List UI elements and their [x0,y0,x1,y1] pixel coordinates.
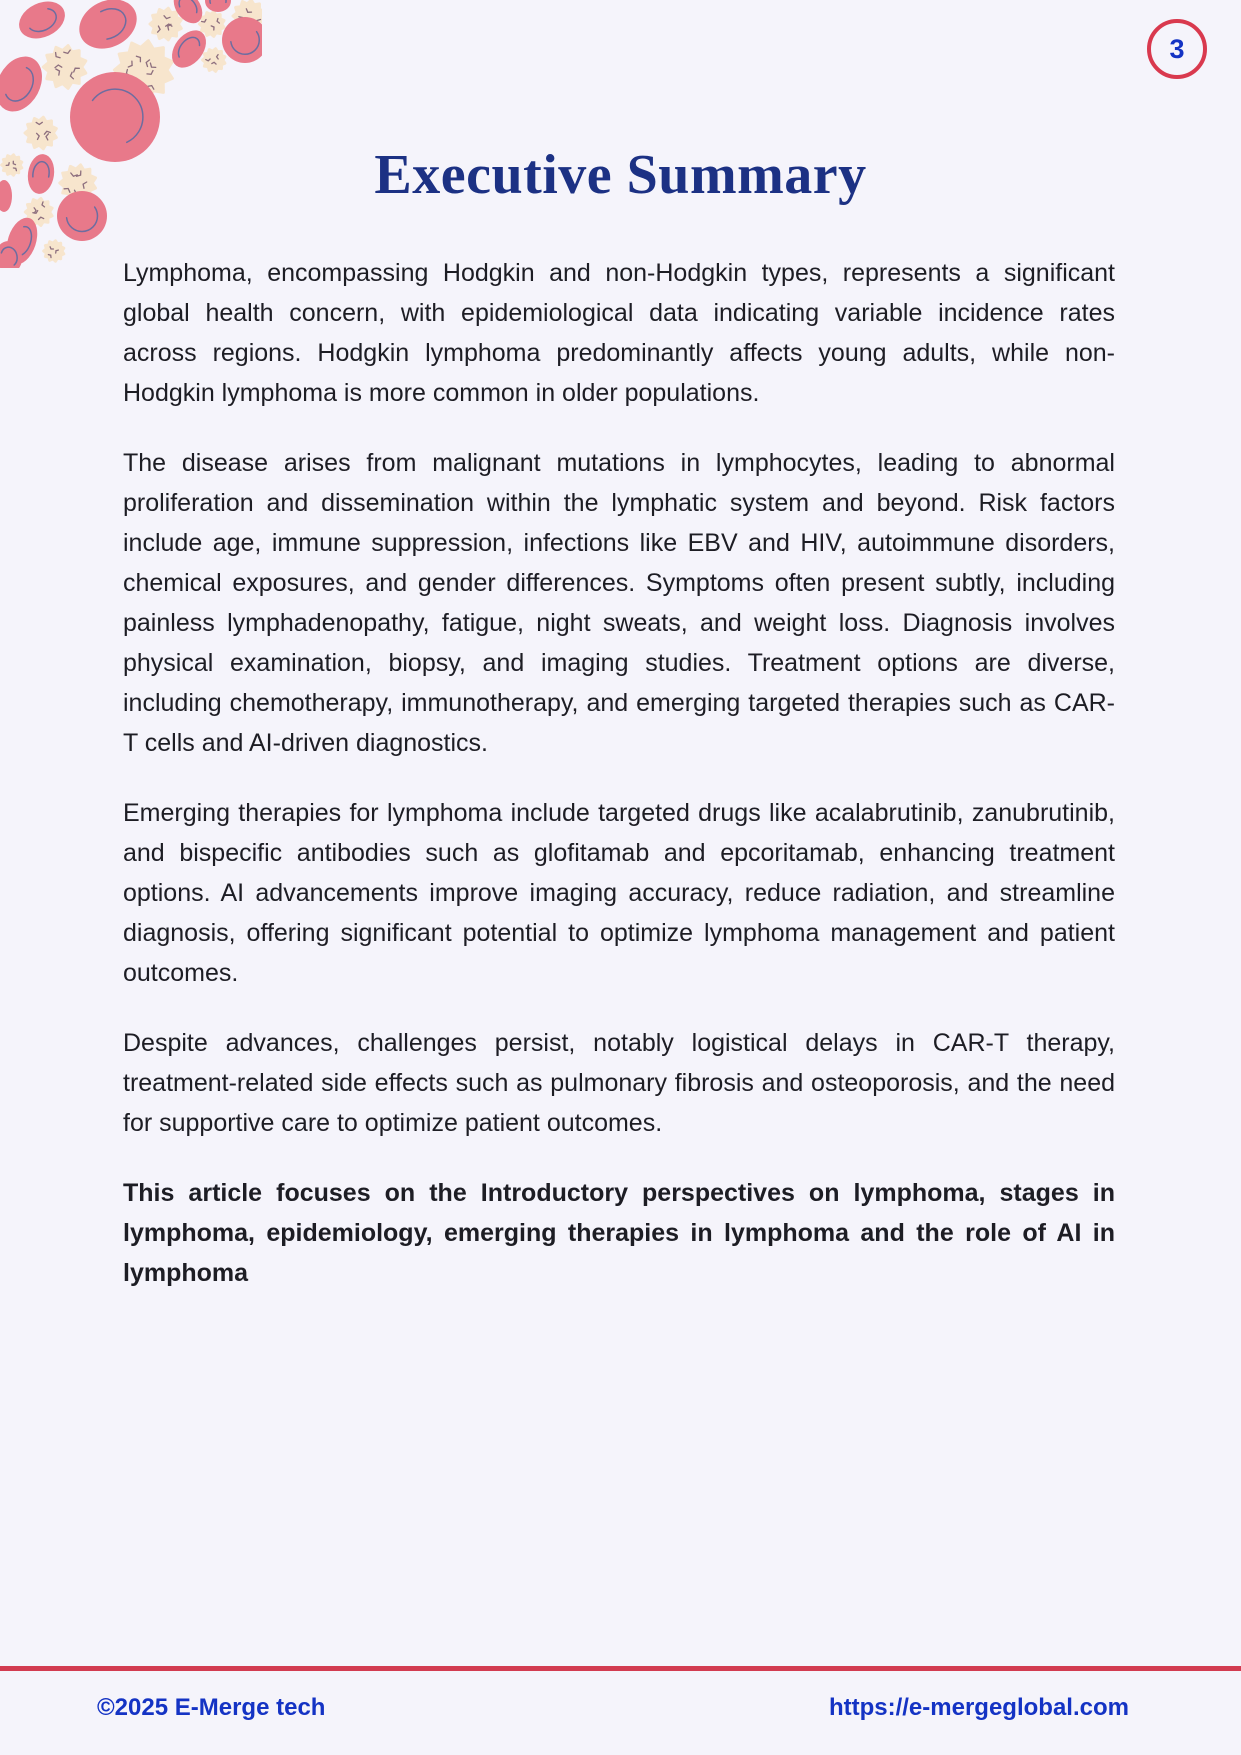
page-title: Executive Summary [374,144,867,206]
footer-copyright: ©2025 E-Merge tech [97,1694,326,1721]
body-paragraph: Emerging therapies for lymphoma include targeted drugs like acalabrutinib, zanubrutinib, and bispecific antibodies such as glofitamab and epcoritamab, enhancing treatment options. AI advancements improve imaging accuracy, reduce radiation, and streamline diagnosis, offering significant potential to optimize lymphoma management and patient outcomes. [123,799,1115,988]
body-paragraph: Despite advances, challenges persist, notably logistical delays in CAR-T therapy, treatment-related side effects such as pulmonary fibrosis and osteoporosis, and the need for supportive care to optimize patient outcomes. [123,1029,1115,1138]
body-paragraph: Lymphoma, encompassing Hodgkin and non-Hodgkin types, represents a significant global health concern, with epidemiological data indicating variable incidence rates across regions. Hodgkin lymphoma predominantly affects young adults, while non-Hodgkin lymphoma is more common in older populations. [123,259,1115,408]
blood-cells-illustration [0,0,262,268]
footer-link[interactable]: https://e-mergeglobal.com [828,1694,1129,1721]
page-number: 3 [1169,33,1185,64]
page-footer [97,1694,1129,1722]
body-paragraph-emphasis: This article focuses on the Introductory perspectives on lymphoma, stages in lymphoma, epidemiology, emerging therapies in lymphoma and the role of AI in lymphoma [123,1179,1115,1288]
body-paragraph: The disease arises from malignant mutations in lymphocytes, leading to abnormal proliferation and dissemination within the lymphatic system and beyond. Risk factors include age, immune suppression, infections like EBV and HIV, autoimmune disorders, chemical exposures, and gender differences. Symptoms often present subtly, including painless lymphadenopathy, fatigue, night sweats, and weight loss. Diagnosis involves physical examination, biopsy, and imaging studies. Treatment options are diverse, including chemotherapy, immunotherapy, and emerging targeted therapies such as CAR-T cells and AI-driven diagnostics. [123,449,1115,758]
footer-divider [0,1666,1241,1671]
body-content [123,253,1115,1293]
page-number-badge [1147,19,1207,79]
